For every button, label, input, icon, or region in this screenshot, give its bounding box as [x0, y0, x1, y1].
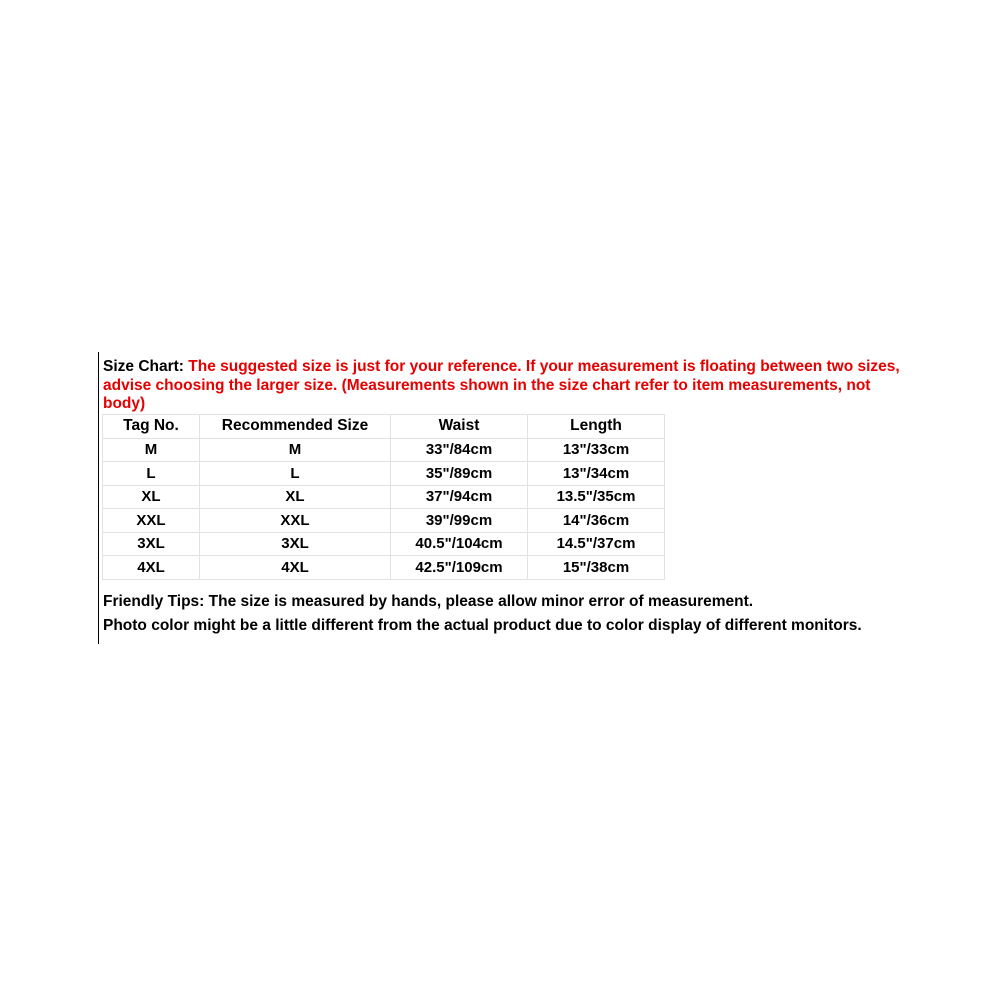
table-row — [103, 485, 665, 509]
cell-length: 15"/38cm — [528, 556, 665, 580]
size-chart-intro — [103, 358, 903, 414]
cell-tag-no: 3XL — [103, 532, 200, 556]
cell-length: 14.5"/37cm — [528, 532, 665, 556]
cell-tag-no: XL — [103, 485, 200, 509]
cell-waist: 40.5"/104cm — [391, 532, 528, 556]
cell-waist: 35"/89cm — [391, 462, 528, 486]
header-waist: Waist — [391, 415, 528, 439]
cell-tag-no: 4XL — [103, 556, 200, 580]
table-row — [103, 438, 665, 462]
cell-length: 14"/36cm — [528, 509, 665, 533]
cell-tag-no: M — [103, 438, 200, 462]
table-row — [103, 509, 665, 533]
cell-waist: 42.5"/109cm — [391, 556, 528, 580]
header-recommended-size: Recommended Size — [200, 415, 391, 439]
cell-recommended-size: 4XL — [200, 556, 391, 580]
table-header-row — [103, 415, 665, 439]
cell-tag-no: L — [103, 462, 200, 486]
cell-tag-no: XXL — [103, 509, 200, 533]
friendly-tips — [103, 590, 862, 638]
size-chart-label: Size Chart: — [103, 358, 189, 375]
cell-recommended-size: L — [200, 462, 391, 486]
table-row — [103, 462, 665, 486]
table-row — [103, 556, 665, 580]
cell-waist: 33"/84cm — [391, 438, 528, 462]
cell-waist: 39"/99cm — [391, 509, 528, 533]
header-length: Length — [528, 415, 665, 439]
tips-line-color: Photo color might be a little different from the actual product due to color display of different monitors. — [103, 617, 862, 634]
tips-line-measurement: Friendly Tips: The size is measured by hands, please allow minor error of measurement. — [103, 593, 754, 610]
cell-recommended-size: 3XL — [200, 532, 391, 556]
header-tag-no: Tag No. — [103, 415, 200, 439]
size-chart-sheet — [98, 352, 909, 644]
cell-waist: 37"/94cm — [391, 485, 528, 509]
size-table — [102, 414, 665, 580]
cell-recommended-size: XL — [200, 485, 391, 509]
size-reference-note: The suggested size is just for your reference. If your measurement is floating between two sizes, advise choosing the larger size. (Measurements shown in the size chart refer to item measurements, not body) — [103, 358, 900, 412]
cell-length: 13"/34cm — [528, 462, 665, 486]
cell-length: 13"/33cm — [528, 438, 665, 462]
cell-length: 13.5"/35cm — [528, 485, 665, 509]
table-row — [103, 532, 665, 556]
cell-recommended-size: XXL — [200, 509, 391, 533]
cell-recommended-size: M — [200, 438, 391, 462]
